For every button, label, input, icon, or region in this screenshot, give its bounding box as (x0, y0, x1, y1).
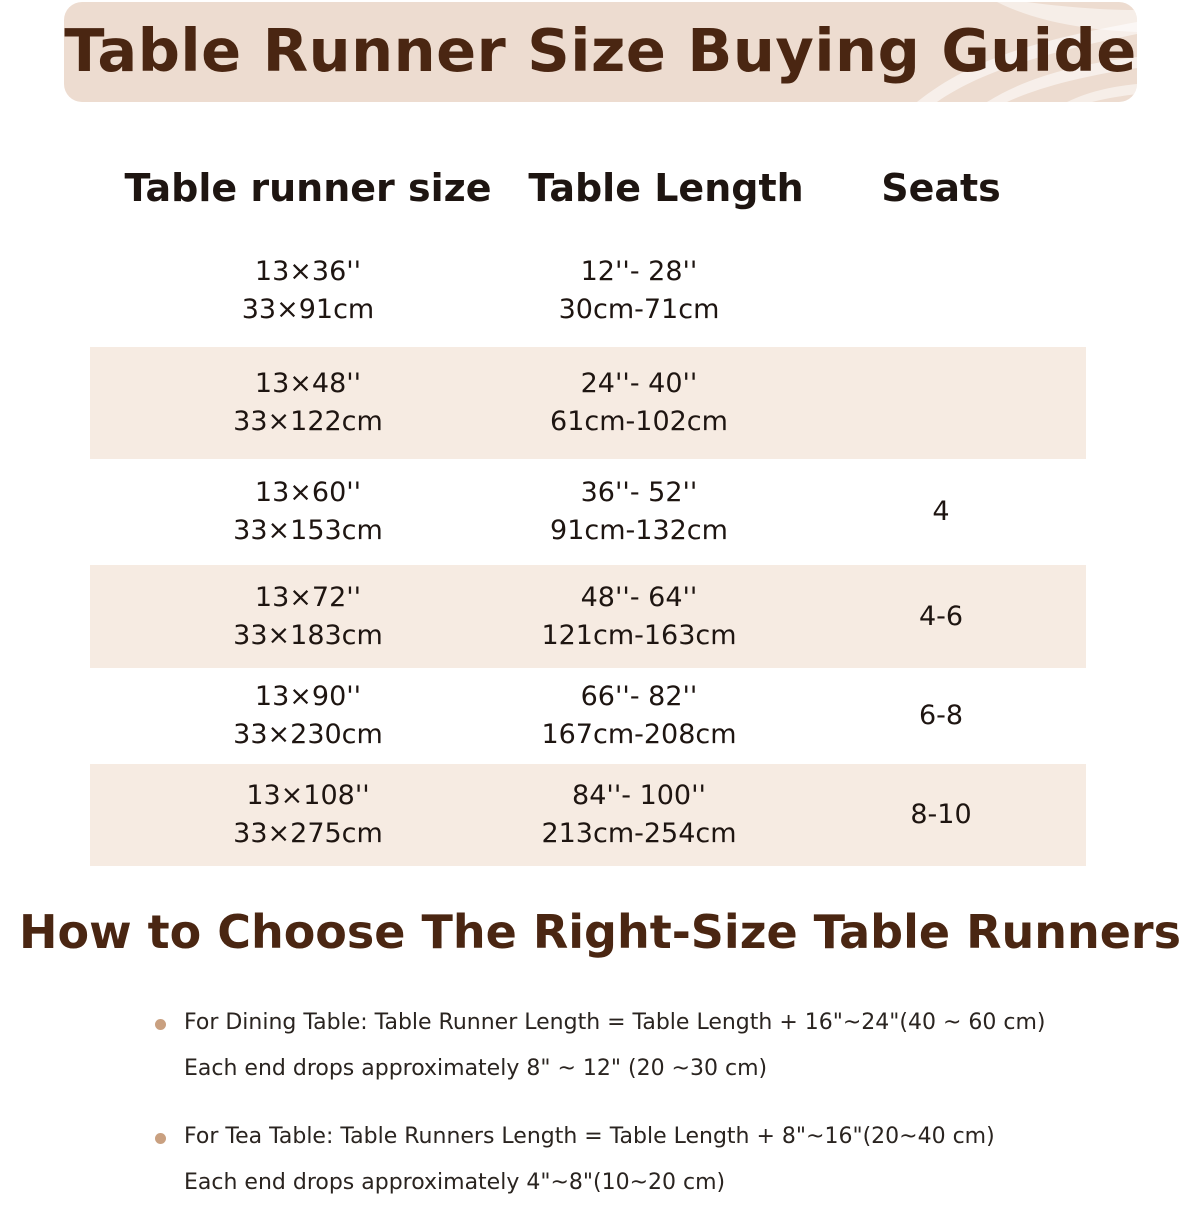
table-length-inches: 66''- 82'' (580, 681, 698, 712)
runner-size-cell (130, 565, 486, 668)
table-row (90, 764, 1086, 866)
table-length-cm: 91cm-132cm (550, 515, 728, 546)
tip-formula: For Tea Table: Table Runners Length = Table Length + 8"~16"(20~40 cm) (184, 1124, 995, 1149)
seats-cell: 4-6 (918, 600, 964, 632)
runner-size-inches: 13×36'' (254, 256, 362, 287)
runner-size-inches: 13×48'' (254, 368, 362, 399)
table-row (90, 347, 1086, 459)
runner-size-inches: 13×90'' (254, 681, 362, 712)
table-length-inches: 48''- 64'' (580, 581, 698, 613)
runner-size-inches: 13×108'' (246, 780, 370, 811)
table-length-cm: 61cm-102cm (550, 406, 728, 437)
page-title: Table Runner Size Buying Guide (64, 16, 1137, 85)
bullet-icon (155, 1019, 166, 1030)
runner-size-cm: 33×183cm (233, 619, 383, 651)
tip-drop: Each end drops approximately 8" ~ 12" (20 ~30 cm) (184, 1056, 768, 1081)
seats-cell (806, 347, 1076, 459)
bullet-icon (155, 1133, 166, 1144)
runner-size-cell (130, 764, 486, 866)
runner-size-cm: 33×91cm (241, 294, 375, 325)
section-title: How to Choose The Right-Size Table Runners (18, 905, 1182, 959)
runner-size-inches: 13×72'' (254, 581, 362, 613)
seats-cell: 8-10 (910, 799, 972, 830)
tip-drop: Each end drops approximately 4"~8"(10~20 cm) (184, 1170, 726, 1195)
runner-size-cell (130, 459, 486, 565)
table-length-inches: 84''- 100'' (572, 780, 706, 811)
runner-size-cell (130, 668, 486, 764)
table-length-cell (466, 235, 812, 347)
table-length-cell (466, 347, 812, 459)
seats-cell: 6-8 (918, 700, 964, 731)
column-header-length: Table Length (528, 166, 804, 210)
runner-size-cell (130, 235, 486, 347)
title-banner (64, 2, 1137, 102)
table-length-inches: 12''- 28'' (580, 256, 698, 287)
runner-size-inches: 13×60'' (254, 477, 362, 508)
table-row (90, 235, 1086, 347)
runner-size-cm: 33×122cm (233, 406, 383, 437)
table-length-inches: 36''- 52'' (580, 477, 698, 508)
runner-size-cm: 33×275cm (233, 818, 383, 849)
runner-size-cell (130, 347, 486, 459)
table-length-cm: 121cm-163cm (541, 619, 737, 651)
dining-table-tip (155, 1000, 1046, 1092)
runner-size-cm: 33×153cm (233, 515, 383, 546)
table-length-cm: 30cm-71cm (558, 294, 720, 325)
seats-cell: 4 (932, 496, 950, 527)
table-length-cell (466, 459, 812, 565)
tip-formula: For Dining Table: Table Runner Length = Table Length + 16"~24"(40 ~ 60 cm) (184, 1010, 1046, 1035)
table-length-cm: 167cm-208cm (541, 719, 737, 750)
table-row (90, 459, 1086, 565)
table-length-cell (466, 668, 812, 764)
table-row (90, 668, 1086, 764)
table-length-cell (466, 764, 812, 866)
column-header-seats: Seats (881, 166, 1001, 210)
tea-table-tip (155, 1114, 995, 1206)
runner-size-cm: 33×230cm (233, 719, 383, 750)
column-header-size: Table runner size (124, 166, 492, 210)
seats-cell (806, 235, 1076, 347)
table-row (90, 565, 1086, 668)
table-length-cell (466, 565, 812, 668)
table-length-inches: 24''- 40'' (580, 368, 698, 399)
table-length-cm: 213cm-254cm (541, 818, 737, 849)
